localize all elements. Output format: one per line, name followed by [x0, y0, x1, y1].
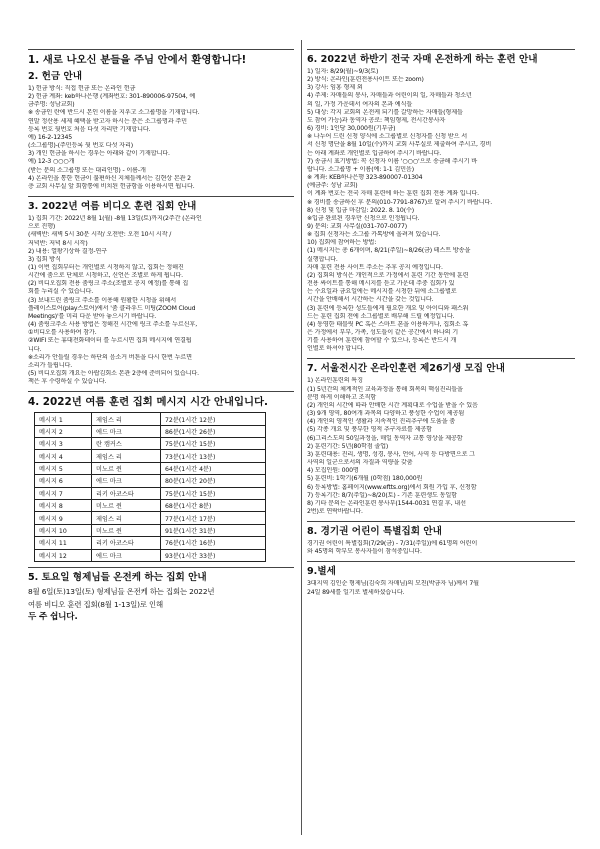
- speaker-cell: 제임스 리: [92, 512, 161, 524]
- text-line: 시간에 줌으로 단체로 시청하고, 신언은 조별로 하게 됩니다.: [28, 272, 183, 280]
- text-line: 4) 모집인원: 000명: [307, 467, 359, 475]
- text-line: ※ 집회 신청자는 소그룹 카톡방에 올려져 있습니다.: [307, 231, 441, 239]
- text-line: 사역의 일군으로서의 자질과 역량을 갖춤: [307, 459, 413, 467]
- text-line: 와 45명의 학부모 봉사자들이 참석중입니다.: [307, 548, 422, 556]
- message-number-cell: 메시지 2: [35, 425, 92, 437]
- text-line: 플레이스토어(play스토어)에서 '줌 클라우드 미팅(ZOOM Cloud: [28, 304, 196, 312]
- text-line: 2) 훈련기간: 5년(80학점 졸업): [307, 442, 389, 450]
- text-line: 전용 싸이트를 통해 메시지를 듣고 가운데 주중 집회가 있: [307, 280, 455, 288]
- text-line: 2) 내용: 열왕기상하 결정-연구: [28, 247, 107, 255]
- text-line: ※ 경비를 송금하신 후 문의(010-7791-8767)로 알려 주시기 바랍니다.: [307, 198, 492, 206]
- section-title: 3. 2022년 여름 비디오 훈련 집회 안내: [28, 201, 197, 213]
- text-line: 금주명: 성남교회): [28, 101, 75, 109]
- table-row: [35, 500, 266, 512]
- text-line: 니다.: [28, 345, 42, 353]
- section-rule: [28, 49, 294, 50]
- message-number-cell: 메시지 12: [35, 549, 92, 561]
- table-row: [35, 438, 266, 450]
- text-line: 5) 훈련비: 1학기(6개월 (0학점) 180,000원: [307, 475, 423, 483]
- text-line: (5) 비디오집회 개요는 아랍김회소 본관 2층에 준비되어 있습니다.: [28, 370, 199, 377]
- text-line: 3) 개인 헌금을 하시는 경우는 아래와 같이 기재합니다.: [28, 150, 170, 158]
- table-row: [35, 413, 266, 425]
- right-column: [307, 46, 575, 602]
- text-line: 1) 헌금 방식: 직접 헌금 또는 온라인 헌금: [28, 85, 136, 92]
- text-line: 3) 훈련대용: 진리, 생명, 성경, 봉사, 언어, 사역 등 다방면으로 그: [307, 450, 475, 458]
- text-line: ①비디오를 사용하여 참가.: [28, 329, 97, 337]
- text-line: 2) 방식: 온라인(훈련전용사이트 또는 zoom): [307, 76, 424, 84]
- duration-cell: 77분(1시간 17분): [161, 512, 266, 524]
- text-line: (3) 훈련에 등록한 성도들에게 필요한 개요 및 아이디와 패스워: [307, 304, 469, 312]
- text-line: (4) 동영한 태블릿 PC 혹은 스마트 폰을 이용하거나, 집회소 혹: [307, 320, 469, 328]
- text-line: 5) 대상: 각지 교회의 온전케 되기를 갈망하는 자매들(형제들: [307, 108, 463, 116]
- message-number-cell: 메시지 1: [35, 413, 92, 425]
- text-line: 8) 신청 및 입금 마감일: 2022. 8. 10(수): [307, 206, 414, 214]
- section-rule: [307, 49, 575, 50]
- table-row: [35, 462, 266, 474]
- duration-cell: 86분(1시간 26분): [161, 425, 266, 437]
- text-line: 4) 주제: 자매들의 봉사, 자매들과 어린이의 일, 자매들과 청소년: [307, 92, 472, 100]
- text-line: 으로 진행): [28, 223, 56, 231]
- text-line: 회를 누리실 수 있습니다.: [28, 288, 94, 296]
- speaker-cell: 에드 마크: [92, 475, 161, 487]
- column-divider: [301, 40, 302, 835]
- section-title: 5. 토요일 형제님들 온전케 하는 집회 안내: [28, 572, 207, 583]
- message-number-cell: 메시지 7: [35, 487, 92, 499]
- text-line: 책은 후 수령하실 수 있습니다.: [28, 378, 107, 386]
- table-row: [35, 450, 266, 462]
- text-line: 1) 온라인훈련의 특징: [307, 377, 363, 385]
- text-line: 3) 집회 방식: [28, 255, 61, 263]
- right-section-3: [307, 521, 575, 556]
- duration-cell: 80분(1시간 20분): [161, 475, 266, 487]
- text-line: 1) 집회 기간: 2022년 8월 1(월) -8월 13일(토)까지(2주간 (온라인: [28, 215, 202, 223]
- speaker-cell: 미노르 쥔: [92, 462, 161, 474]
- message-number-cell: 메시지 8: [35, 500, 92, 512]
- table-row: [35, 537, 266, 549]
- text-line: 예) 12-3 ○○○개: [28, 158, 75, 166]
- text-line: 8) 기타 문의는 온라인훈련 봉사부(1544-0031 연결 후, 내선: [307, 499, 466, 507]
- message-number-cell: 메시지 3: [35, 438, 92, 450]
- text-line: (2) 집회의 방식은 개인적으로 가정에서 훈련 기간 동안에 훈련: [307, 271, 469, 279]
- section-title: 1. 새로 나오신 분들을 주님 안에서 환영합니다!: [28, 54, 247, 66]
- text-line: ※ 송금인 란에 반드시 본인 이름을 지우고 소그룹명을 기재합니다.: [28, 109, 200, 117]
- text-line: (4) 개인의 영적인 생활과 지속적인 진리추구에 도움을 줌: [307, 418, 456, 426]
- text-line: ※ 나누어 드린 신청 양식에 소그룹별로 신청자를 신청 받으 서: [307, 133, 467, 141]
- table-row: [35, 425, 266, 437]
- section-title: 4. 2022년 여름 훈련 집회 메시지 시간 안내입니다.: [28, 396, 268, 409]
- text-line: 4) 온라인을 통한 헌금이 불편하신 지체들께서는 김현상 본관 2: [28, 174, 191, 182]
- table-row: [35, 549, 266, 561]
- text-line: 층 교회 사무실 앞 회함통에 비치된 헌금함을 이용하시면 됩니다.: [28, 182, 195, 190]
- text-line: 경기권 어린이 특별집회(7/29(금) - 7/31(주일))에 61명의 어린이: [307, 540, 478, 548]
- section-rule: [307, 521, 575, 522]
- text-line: 시간을 안배해서 시간하는 시간을 갖는 것입니다.: [307, 296, 434, 304]
- left-section-1: [28, 49, 294, 66]
- text-line: 기를 사용하여 훈련에 참여할 수 있으나, 등록은 반드시 개: [307, 337, 457, 345]
- speaker-cell: 에드 마크: [92, 425, 161, 437]
- text-line: (2) 비디오집회 전용 줌링크 주소(조별로 공지 예정)를 통해 집: [28, 280, 189, 288]
- text-line: 실행합니다.: [307, 255, 338, 263]
- left-section-3: [28, 196, 294, 386]
- duration-cell: 72분(1시간 12분): [161, 413, 266, 425]
- text-line: (4) 줌링크주소 사용 방법은 정해진 시간에 링크 주소를 누르신후,: [28, 321, 198, 329]
- duration-cell: 93분(1시간 33분): [161, 549, 266, 561]
- section-title: 7. 서울전시간 온라인훈련 제26기생 모집 안내: [307, 363, 505, 375]
- speaker-cell: 제임스 리: [92, 413, 161, 425]
- table-row: [35, 487, 266, 499]
- speaker-cell: 리키 아코스타: [92, 487, 161, 499]
- message-number-cell: 메시지 9: [35, 512, 92, 524]
- text-line: (3) 9개 영역, 80여개 과목의 다양하고 풍성한 수업이 제공됨: [307, 410, 465, 418]
- text-line: 두 주 쉽니다.: [28, 612, 78, 622]
- text-line: 드는 훈련 집회 전에 소그룹별로 배부해 드릴 예정입니다.: [307, 312, 455, 320]
- text-line: 7) 송금시 표기방법: 꼭 신청자 이름 '○○○'으로 송금해 주시기 바: [307, 157, 478, 165]
- text-line: 의 일, 가정 가운데서 여자의 본과 예식들: [307, 100, 413, 108]
- text-line: ※입금 완료된 경우만 신청으로 인정됩니다.: [307, 214, 420, 222]
- text-line: (1) 메시지는 총 6개이며, 8/21(주일)~8/26(금) 테스트 방송을: [307, 247, 471, 255]
- text-line: 8월 6일(토)13일(토) 형제님들 온전케 하는 집회는 2022년: [28, 587, 215, 596]
- text-line: 는 아래 계좌로 개인별로 입금하여 주시기 바랍니다.: [307, 149, 442, 157]
- text-line: 예) 16-2-12345: [28, 133, 73, 141]
- text-line: 연말 정산용 세제 혜택을 받고자 하시는 분은 소그룹명과 주민: [28, 117, 187, 125]
- message-number-cell: 메시지 5: [35, 462, 92, 474]
- duration-cell: 64분(1시간 4분): [161, 462, 266, 474]
- text-line: 인별로 하셔야 합니다.: [307, 345, 365, 353]
- text-line: 7) 등록기간: 8/7(주일)~8/20(토) - 기존 훈련생도 동일함: [307, 491, 457, 499]
- text-line: 2번)로 연락바랍니다.: [307, 507, 363, 515]
- speaker-cell: 제임스 리: [92, 450, 161, 462]
- section-title: 9.별세: [307, 566, 336, 578]
- text-line: (2) 개인의 시간에 따라 안배한 시간 계획대로 수업을 받을 수 있음: [307, 401, 478, 409]
- left-section-5: [28, 567, 294, 624]
- duration-cell: 68분(1시간 8분): [161, 500, 266, 512]
- text-line: 는 수요일과 금요일에는 메시지를 시청한 뒤에 소그룹별로: [307, 288, 457, 296]
- text-line: 6) 등록방법: 홈페이지(www.eftts.org)에서 회원 가입 후, 신청함: [307, 483, 477, 491]
- text-line: 3) 강사: 임홍 형제 외: [307, 84, 363, 92]
- text-line: 도 참여 가능)과 동역자 공로: 책임형제, 전시간봉사자: [307, 116, 446, 124]
- text-line: (6)그리스도의 50일과정을, 매일 동역자 교통 영상을 제공함: [307, 434, 463, 442]
- text-line: 9) 문의: 교회 사무실(031-707-0077): [307, 222, 407, 230]
- text-line: 자매 훈련 전용 사이트 주소는 추후 공지 예정입니다.: [307, 263, 443, 271]
- speaker-cell: 에드 마크: [92, 549, 161, 561]
- section-title: 8. 경기권 어린이 특별집회 안내: [307, 526, 442, 538]
- table-row: [35, 512, 266, 524]
- message-number-cell: 메시지 6: [35, 475, 92, 487]
- section-rule: [307, 358, 575, 359]
- text-line: 분명 하게 이해하고 조직함: [307, 393, 377, 401]
- text-line: 랍니다. 소그룹명 + 이름(예: 1-1 김민음): [307, 165, 414, 173]
- left-section-2: [28, 71, 294, 191]
- section-title: 2. 헌금 안내: [28, 71, 83, 82]
- section-rule: [28, 567, 294, 568]
- section-title: 6. 2022년 하반기 전국 자매 온전하게 하는 훈련 안내: [307, 54, 538, 65]
- speaker-cell: 미노르 쥔: [92, 524, 161, 536]
- text-line: 서 신청 명단을 8월 10일(수)까지 교회 사무실로 제출하여 주시고, 경비: [307, 141, 492, 149]
- text-line: 24일 89세를 일기로 별세하셨습니다.: [307, 588, 405, 596]
- message-number-cell: 메시지 10: [35, 524, 92, 536]
- speaker-cell: 리키 아코스타: [92, 537, 161, 549]
- text-line: (받는 분의 소그룹명 또는 대리인명) - 이름-개: [28, 166, 146, 174]
- text-line: (1) 이번 집회부터는 개인별로 시청하지 않고, 집회는 정해진: [28, 263, 184, 271]
- message-schedule-table: [34, 412, 266, 562]
- text-line: (1) 5년간의 체계적인 교육과정을 통해 회복의 핵심진리들을: [307, 385, 463, 393]
- text-line: 2) 헌금 계좌: keb하나은행 (계좌번호: 301-890006-97504, 예: [28, 93, 196, 101]
- text-line: 저녁반: 저녁 8시 시작): [28, 239, 88, 247]
- text-line: (5) 각종 개요 및 풍부한 영적 추구자료를 제공함: [307, 426, 432, 434]
- speaker-cell: 미노르 쥔: [92, 500, 161, 512]
- text-line: (3) 보내드린 줌링크 주소를 이용해 원활한 시청을 위해서: [28, 296, 177, 304]
- text-line: Meetings)'를 미리 다운 받아 놓으시기 바랍니다.: [28, 312, 157, 320]
- duration-cell: 75분(1시간 15분): [161, 438, 266, 450]
- duration-cell: 76분(1시간 16분): [161, 537, 266, 549]
- duration-cell: 75분(1시간 15분): [161, 487, 266, 499]
- text-line: 등록 번호 뒷번호 처음 다섯 자리만 기재합니다.: [28, 125, 151, 133]
- text-line: (새벽반: 새벽 5시 30분 시작/ 오전반: 오전 10시 시작 /: [28, 231, 172, 239]
- speaker-cell: 란 캠커스: [92, 438, 161, 450]
- text-line: 3대지역 김인순 형제님(김숙희 자매님)의 모친(박금자 님)께서 7월: [307, 580, 479, 588]
- section-rule: [307, 561, 575, 562]
- text-line: ②WIFI 또는 휴대전화데이터 를 누르시면 집회 메시지에 연결됩: [28, 337, 192, 345]
- text-line: 6) 경비: 1인당 30,000원(기부금): [307, 125, 396, 133]
- text-line: 10) 집회에 참여하는 방법:: [307, 239, 377, 247]
- text-line: ※ 계좌: KEB하나은행 323-890007-01304: [307, 174, 423, 182]
- section-rule: [28, 391, 294, 392]
- text-line: 1) 일자: 8/29(월)~9/3(토): [307, 68, 379, 75]
- right-section-1: [307, 49, 575, 353]
- text-line: (예금주: 성남 교회): [307, 182, 358, 190]
- section-rule: [28, 196, 294, 197]
- text-line: 이 계좌 번호는 전국 자매 훈련에 하는 훈련 집회 전용 계좌 입니다.: [307, 190, 479, 198]
- duration-cell: 73분(1시간 13분): [161, 450, 266, 462]
- text-line: 은 가정에서 부부, 가족, 성도들이 같은 공간에서 하나의 기: [307, 329, 459, 336]
- text-line: 여름 비디오 훈련 집회(8월 1-13일)로 인해: [28, 599, 164, 609]
- text-line: (소그룹명)-(주민등록 뒷 번호 다섯 자리): [28, 142, 133, 150]
- text-line: 소리가 들립니다.: [28, 361, 73, 369]
- duration-cell: 91분(1시간 31분): [161, 524, 266, 536]
- left-column: [28, 46, 294, 629]
- left-section-4: [28, 391, 294, 562]
- text-line: ※소리가 안들릴 경우는 하단의 음소거 버튼을 다시 한번 누르면: [28, 353, 192, 361]
- message-number-cell: 메시지 11: [35, 537, 92, 549]
- table-row: [35, 475, 266, 487]
- message-number-cell: 메시지 4: [35, 450, 92, 462]
- table-row: [35, 524, 266, 536]
- right-section-2: [307, 358, 575, 516]
- right-section-4: [307, 561, 575, 596]
